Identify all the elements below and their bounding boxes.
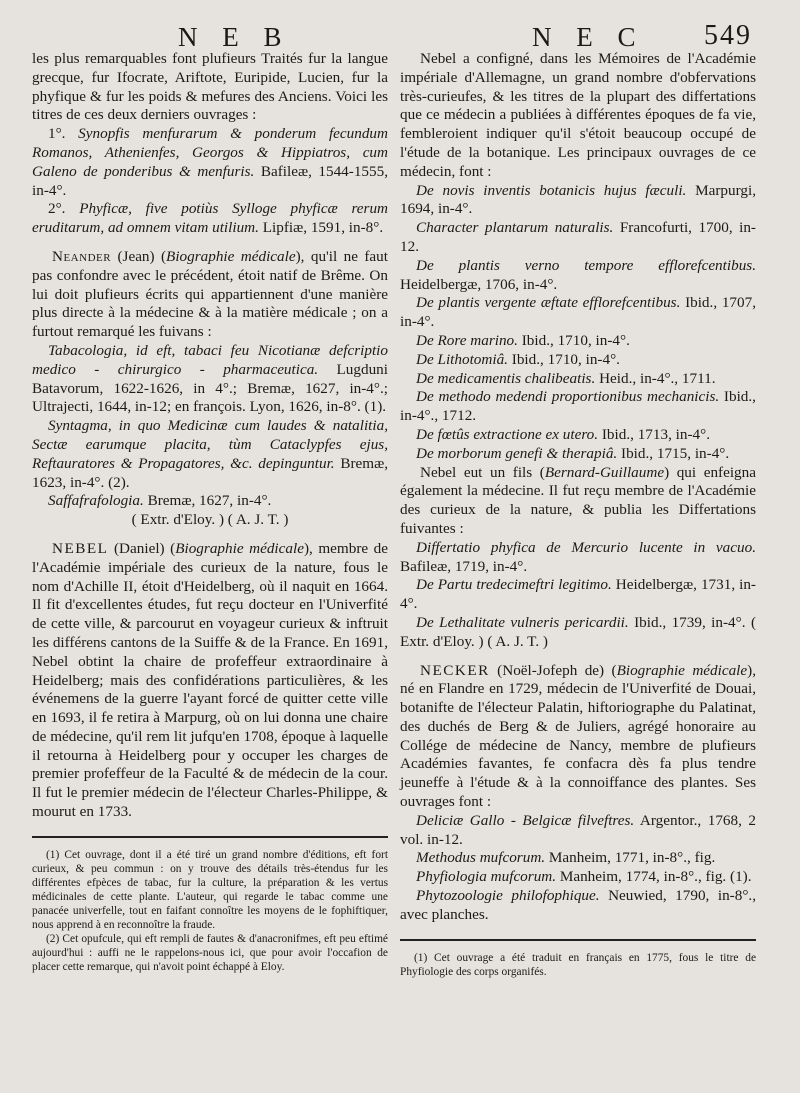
work-imprint: Heidelbergæ, 1706, in-4°. [400, 275, 558, 293]
running-head-left: N E B [178, 22, 291, 52]
work-imprint: Lipfiæ, 1591, in-8°. [258, 219, 384, 237]
work-title: De Lithotomiâ. [416, 350, 508, 368]
work-imprint: Marpurgi, 1694, in-4°. [400, 181, 756, 218]
work-title: Methodus mufcorum. [416, 849, 546, 867]
bibliography-entry [400, 370, 756, 389]
work-title: De plantis vergente æftate efflorefcentibus. [416, 294, 681, 312]
work-imprint: Ibid., 1707, in-4°. [400, 294, 756, 331]
work-title: Deliciæ Gallo - Belgicæ filveftres. [416, 811, 635, 829]
work-title: De Partu tredecimeftri legitimo. [416, 576, 612, 594]
work-title: De fœtûs extractione ex utero. [416, 425, 599, 443]
work-imprint: Ibid., 1739, in-4°. ( Extr. d'Eloy. ) ( A. J. T. ) [400, 613, 756, 650]
work-title: Syntagma, in quo Medicinæ cum laudes & natalitia, Sectæ earumque placita, tùm Cataclypfes ejus, Reftauratores & Propagatores, &c. depinguntur. [32, 417, 388, 472]
bibliography-entry [400, 614, 756, 652]
bibliography-entry [400, 539, 756, 577]
work-imprint: Manheim, 1771, in-8°., fig. [545, 849, 716, 867]
work-title: De plantis verno tempore efflorefcentibus. [416, 256, 756, 274]
work-imprint: Lugduni Batavorum, 1622-1626, in 4°.; Bremæ, 1627, in-4°.; Ultrajecti, 1644, in-12; en françois. Lyon, 1626, in-8°. (1). [32, 360, 388, 416]
entry-necker [400, 662, 756, 812]
footnote: (1) Cet ouvrage a été traduit en français en 1775, fous le titre de Phyfiologie des corps organifés. [400, 951, 756, 978]
left-column [32, 50, 388, 974]
work-title: Phyficæ, five potiùs Sylloge phyficæ rerum eruditarum, ad omnem vitam utilium. [32, 200, 388, 237]
bibliography-entry [400, 812, 756, 850]
bibliography-entry [400, 351, 756, 370]
bibliography-entry [400, 219, 756, 257]
continuation-paragraph: Nebel a configné, dans les Mémoires de l'Académie impériale d'Allemagne, un grand nombre d'obfervations très-curieufes, & les titres de la plupart des differtations que ce médecin a publiées à différentes époques de fa vie, fembleroient indiquer qu'il s'étoit beaucoup occupé de l'étude de la botanique. Les principaux ouvrages de ce médecin, font : [400, 50, 756, 180]
footnote: (1) Cet ouvrage, dont il a été tiré un grand nombre d'éditions, eft fort curieux, & peu commun : on y trouve des détails très-étendus fur les différentes efpèces de tabac, fur la culture, la préparation & les vertus médicinales de cette plante. L'auteur, qui regarde le tabac comme une panacée univerfelle, tout en faifant connoître les moyens de le fophiftiquer, nous apprend à en reconnoître la fraude. [32, 848, 388, 931]
bibliography-entry [400, 576, 756, 614]
bibliography-entry [32, 125, 388, 200]
bibliography-entry [400, 868, 756, 887]
work-imprint: Heid., in-4°., 1711. [595, 369, 716, 387]
bibliography-entry [400, 426, 756, 445]
entry-text: ), membre de l'Académie impériale des curieux de la nature, fous le nom d'Achille II, étoit d'Heidelberg, où il naquit en 1664. Il fit d'excellentes études, fut reçu docteur en l'Univerfité de cette ville, & parcourut en voyageur curieux & inftruit les différens cantons de la Suiffe & de la France. En 1691, Nebel obtint la chaire de profeffeur extraordinaire à Heidelberg; mais des confidérations particulières, & les événemens de la guerre l'ayant forcé de quitter cette ville en 1693, il fe retira à Marpurg, où on lui donna une chaire de médecine, qu'il rem lit jufqu'en 1708, époque à laquelle il retourna à Heidelberg pour y occuper les charges de premier profeffeur de la Faculté & de médecin de la cour. Il fut le premier médecin de l'électeur Charles-Philippe, & mourut en 1733. [32, 539, 389, 821]
entry-category: Biographie médicale [175, 539, 304, 557]
work-imprint: Heidelbergæ, 1731, in-4°. [400, 576, 756, 613]
work-title: Character plantarum naturalis. [416, 219, 614, 237]
bibliography-entry [400, 257, 756, 295]
footnote-rule [400, 939, 756, 941]
work-title: Differtatio phyfica de Mercurio lucente in vacuo. [416, 538, 756, 556]
running-head-right: N E C [532, 22, 645, 52]
work-title: De morborum genefi & therapiâ. [416, 444, 618, 462]
entry-number: 2°. [48, 200, 80, 218]
work-title: Phytozoologie philofophique. [416, 887, 600, 905]
bibliography-entry [400, 332, 756, 351]
footnote-rule [32, 836, 388, 838]
bibliography-entry [400, 294, 756, 332]
intro-paragraph: les plus remarquables font plufieurs Traités fur la langue grecque, fur Ifocrate, Ariftote, Euripide, Lucien, fur la phyfique & fur les poids & mefures des Anciens. Voici les titres de ces deux derniers ouvrages : [32, 50, 388, 124]
bibliography-entry [400, 182, 756, 220]
work-imprint: Bremæ, 1623, in-4°. (2). [32, 454, 389, 491]
bibliography-entry [32, 342, 388, 417]
work-title: De methodo medendi proportionibus mechanicis. [416, 388, 720, 406]
work-title: De Rore marino. [416, 331, 518, 349]
footnote: (2) Cet opufcule, qui eft rempli de fautes & d'anacronifmes, eft peu eftimé aujourd'hui : auffi ne le rappelons-nous ici, que pour avoir l'occafion de placer cette remarque, qui n'avoit point échappé à Eloy. [32, 932, 388, 973]
work-imprint: Manheim, 1774, in-8°., fig. (1). [556, 868, 752, 886]
work-imprint: Ibid., 1713, in-4°. [598, 425, 711, 443]
work-imprint: Bafileæ, 1719, in-4°. [400, 557, 528, 575]
work-imprint: Ibid., 1710, in-4°. [517, 331, 630, 349]
entry-headword: Neander [52, 247, 112, 265]
entry-category: Biographie médicale [616, 661, 748, 679]
bibliography-entry [400, 388, 756, 426]
work-imprint: Ibid., 1710, in-4°. [507, 350, 620, 368]
work-imprint: Bafileæ, 1544-1555, in-4°. [32, 162, 389, 199]
bibliography-entry [400, 445, 756, 464]
entry-text: ), qu'il ne faut pas confondre avec le précédent, étoit natif de Brême. On lui doit plufieurs écrits qui appartiennent d'une manière plus directe à la médecine & à la matière médicale ; on a furtout remarqué les fuivans : [32, 247, 388, 341]
work-title: De Lethalitate vulneris pericardii. [416, 613, 629, 631]
entry-number: 1°. [48, 125, 79, 143]
work-imprint: Francofurti, 1700, in-12. [400, 219, 756, 255]
bibliography-entry [400, 887, 756, 925]
work-title: Synopfis menfurarum & ponderum fecundum Romanos, Athenienfes, Georgos & Hippiatros, cum Galeno de ponderibus & menfuris. [32, 125, 388, 180]
work-title: Phyfiologia mufcorum. [416, 868, 557, 886]
entry-given-name: (Jean) ( [111, 247, 167, 265]
page-number: 549 [704, 20, 752, 51]
bibliography-entry [32, 417, 388, 492]
right-column [400, 50, 756, 979]
entry-neander [32, 248, 388, 342]
entry-headword: NECKER [420, 661, 490, 679]
entry-given-name: (Noël-Jofeph de) ( [489, 661, 617, 679]
entry-headword: NEBEL [52, 539, 109, 557]
work-title: Saffafrafologia. [48, 492, 144, 510]
work-title: Tabacologia, id eft, tabaci feu Nicotianæ defcriptio medico - chirurgico - pharmaceutica. [32, 341, 388, 378]
bibliography-entry [400, 849, 756, 868]
source-citation: ( Extr. d'Eloy. ) ( A. J. T. ) [131, 511, 289, 529]
work-imprint: Argentor., 1768, 2 vol. in-12. [400, 811, 757, 848]
paragraph-text: ) qui enfeigna également la médecine. Il fut reçu membre de l'Académie des curieux de la nature, & publia les Differtations fuivantes : [400, 463, 756, 537]
paragraph-text: Nebel eut un fils ( [420, 463, 545, 481]
entry-text: ), né en Flandre en 1729, médecin de l'Univerfité de Douai, botanifte de l'électeur Palatin, hiftoriographe du Palatinat, des duchés de Berg & de Juliers, agrégé honoraire au Collége de médecine de Nancy, membre de plufieurs Académies favantes, fe confacra dès fa plus tendre jeuneffe à l'étude & à la connoiffance des plantes. Ses ouvrages font : [400, 661, 757, 811]
work-title: De medicamentis chalibeatis. [416, 369, 596, 387]
person-name: Bernard-Guillaume [544, 463, 665, 481]
work-title: De novis inventis botanicis hujus fæculi. [416, 181, 687, 199]
entry-category: Biographie médicale [166, 247, 296, 265]
work-imprint: Bremæ, 1627, in-4°. [143, 492, 272, 510]
entry-given-name: (Daniel) ( [108, 539, 176, 557]
bibliography-entry [32, 200, 388, 238]
son-paragraph [400, 464, 756, 539]
work-imprint: Neuwied, 1790, in-8°., avec planches. [400, 887, 756, 923]
work-imprint: Ibid., in-4°., 1712. [400, 388, 756, 425]
entry-nebel-daniel [32, 540, 388, 822]
bibliography-entry [32, 492, 388, 511]
work-imprint: Ibid., 1715, in-4°. [617, 444, 730, 462]
